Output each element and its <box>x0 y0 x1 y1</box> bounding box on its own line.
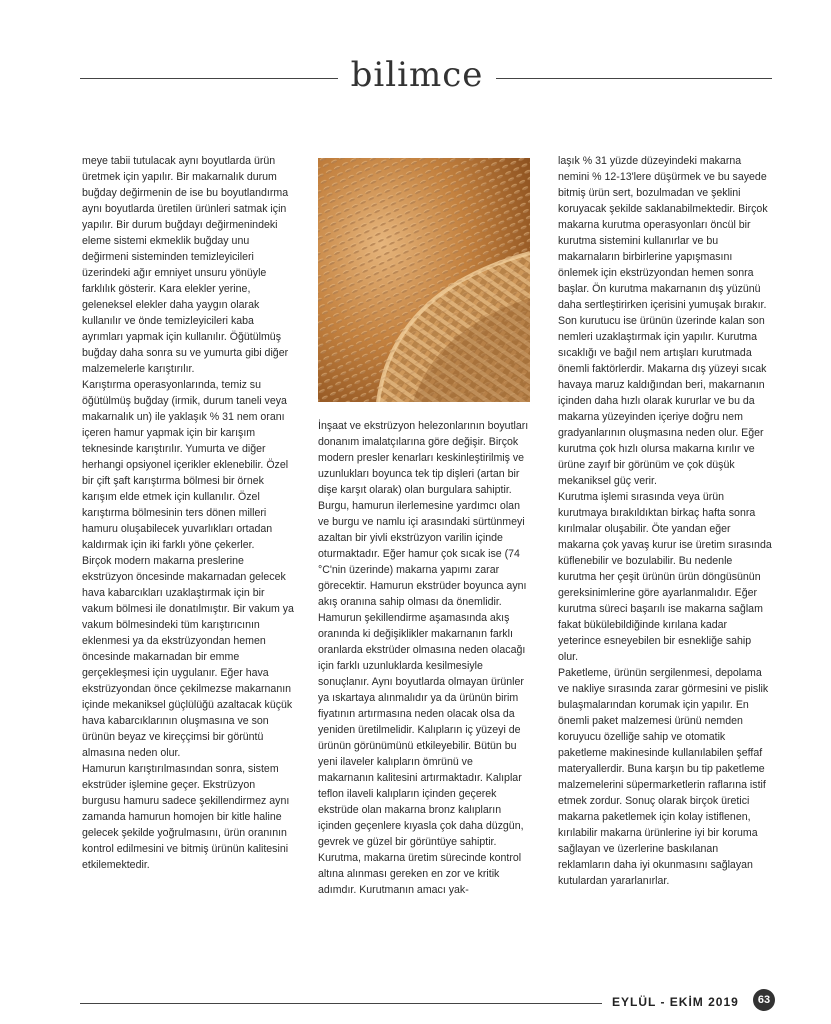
paragraph: Kurutma, makarna üretim sürecinde kontrol altına alınması gereken en zor ve kritik adımdır. Kurutmanın amacı yak- <box>318 852 522 896</box>
paragraph: Son kurutucu ise ürünün üzerinde kalan son nemleri uzaklaştırmak için yapılır. Kurutma sıcaklığı ve bağıl nem artışları kurutmada önemli faktörlerdir. Makarna dış yüzeyi sıcak havaya maruz kaldığından beri, makarnanın içinden daha hızlı olarak kururlar ve bu da makarna yüzeyinden içeriye doğru nem gradyanlarının oluşmasına neden olur. Eğer kurutma çok hızlı olursa makarna kırılır ve ürüne zayıf bir görünüm ve çok düşük mekaniksel güç verir. <box>558 315 767 487</box>
paragraph: Kurutma işlemi sırasında veya ürün kurutmaya bırakıldıktan birkaç hafta sonra kırılmalar oluşabilir. Öte yandan eğer makarna çok yavaş kurur ise üretim sırasında küflenebilir ve bozulabilir. Bu nedenle kurutma her çeşit ürünün ürün döngüsünün gereksinimlerine göre ayarlanmalıdır. Eğer kurutma süreci başarılı ise makarna sağlam fakat bükülebildiğinde kırılana kadar yeterince esneyebilen bir esnekliğe sahip olur. <box>558 491 772 663</box>
header-rule-left <box>80 78 338 79</box>
paragraph: Birçok modern makarna preslerine ekstrüzyon öncesinde makarnadan gelecek hava kabarcıkları uzaklaştırmak için bir vakum bölmesi ile donatılmıştır. Bir vakum ya vakum bölmesindeki tüm karıştırıcının eklenmesi ya da ekstrüzyondan hemen öncesinde makarnadan bir emme gerçekleşmesi için uygulanır. Eğer hava ekstrüzyondan önce çekilmezse makarnanın içinde mekaniksel güçlülüğü azaltacak küçük hava kabarcıklarının oluşmasına ve son ürünün beyaz ve kireççimsi bir görüntü almasına neden olur. <box>82 555 294 759</box>
section-title: bilimce <box>350 55 484 95</box>
paragraph: İnşaat ve ekstrüzyon helezonlarının boyutları donanım imalatçılarına göre değişir. Birçok modern presler kenarları keskinleştirilmiş ve uzunlukları boyunca tek tip dişleri (artan bir dişe karşıt olarak) olan burgulara sahiptir. Burgu, hamurun ilerlemesine yardımcı olan ve burgu ve namlu içi arasındaki sürtünmeyi azaltan bir yivli ekstrüzyon varilin içinde oturmaktadır. Eğer hamur çok sıcak ise (74 °C'nin üzerinde) makarna yapımı zarar görecektir. Hamurun ekstrüder boyunca aynı akış oranına sahip olması da önemlidir. Hamurun şekillendirme aşamasında akış oranında ki değişiklikler makarnanın farklı oranlarda ekstrüder olmasına neden olacağı için farklı uzunluklarda kesilmesiyle sonuçlanır. Aynı boyutlarda olmayan ürünler ya ıskartaya alınmalıdır ya da ürünün birim fiyatının artırmasına neden olacak olsa da yeniden üretilmelidir. Kalıpların iç yüzeyi de ürünün görünümünü etkileyebilir. Bütün bu yeni ilaveler kalıpların ömrünü ve makarnanın kalitesini artırmaktadır. Kalıplar teflon ilaveli kalıpların içinden geçerek ekstrüde olan makarna bronz kalıpların içinden geçenlere kıyasla çok daha düzgün, gevrek ve güzel bir görüntüye sahiptir. <box>318 420 529 848</box>
paragraph: meye tabii tutulacak aynı boyutlarda ürün üretmek için yapılır. Bir makarnalık durum buğday değirmenin de ise bu boyutlandırma aynı boyutlarda üretilen ürünleri satmak için yapılır. Bir durum buğdayı değirmenindeki eleme sistemi ekmeklik buğday unu değirmeni sisteminden temizleyicileri üzerindeki ağır emniyet unsuru yönüyle farklılık gösterir. Kara elekler yerine, geleneksel elekler daha yaygın olarak kullanılır ve önde temizleyicileri kaba ayrımları yapmak için kullanılır. Öğütülmüş buğday daha sonra su ve yumurta gibi diğer malzemelerle karıştırılır. <box>82 155 289 375</box>
footer-rule <box>80 1003 602 1004</box>
paragraph: laşık % 31 yüzde düzeyindeki makarna nemini % 12-13'lere düşürmek ve bu sayede bitmiş ürün sert, bozulmadan ve şeklini koruyacak şekilde saklanabilmektedir. Birçok makarna kurutma operasyonları öncül bir kurutma sistemini kullanırlar ve bu makarnaların birbirlerine yapışmasını önlemek için ekstrüzyondan hemen sonra başlar. Ön kurutma makarnanın dış yüzünü daha sertleştirirken içerisini yumuşak bırakır. <box>558 155 768 311</box>
column-2 <box>318 418 530 898</box>
column-3 <box>558 153 772 889</box>
paragraph: Hamurun karıştırılmasından sonra, sistem ekstrüder işlemine geçer. Ekstrüzyon burgusu hamuru sadece şekillendirmez aynı zamanda hamurun homojen bir kitle haline gelecek şekilde yoğrulmasını, ürün oranının kontrol edilmesini ve bitmiş ürünün kalitesini etkilemektedir. <box>82 763 290 871</box>
column-1 <box>82 153 294 873</box>
page-number: 63 <box>753 989 775 1011</box>
wheat-basket-photo <box>318 158 530 402</box>
paragraph: Karıştırma operasyonlarında, temiz su öğütülmüş buğday (irmik, durum taneli veya makarnalık un) ile yaklaşık % 31 nem oranı içeren hamur yapmak için bir karışım teknesinde karıştırılır. Yumurta ve diğer herhangi opsiyonel içerikler eklenebilir. Özel bir çift şaft karıştırma bölmesi bir örnek karışım elde etmek için kullanılır. Özel karıştırma bölmesinin ters dönen milleri hamuru oluşabilecek yuvarlıkları ortadan kaldırmak için iki farklı yöne çekerler. <box>82 379 289 551</box>
header-rule-right <box>496 78 772 79</box>
issue-date: EYLÜL - EKİM 2019 <box>612 995 739 1009</box>
paragraph: Paketleme, ürünün sergilenmesi, depolama ve nakliye sırasında zarar görmesini ve pislik bulaşmalarından korumak için yapılır. En önemli paket malzemesi ürünü nemden koruyucu özelliğe sahip ve otomatik paketleme makinesinde kullanılabilen şeffaf materyallerdir. Buna karşın bu tip paketleme malzemelerini süpermarketlerin raflarına istif etmek zordur. Sonuç olarak birçok üretici makarna paketlemek için kolay istiflenen, kırılabilir makarna ürünlerine iyi bir koruma sağlayan ve üzerlerine baskılanan reklamların daha iyi okunmasını sağlayan kutulardan yararlanırlar. <box>558 667 769 887</box>
